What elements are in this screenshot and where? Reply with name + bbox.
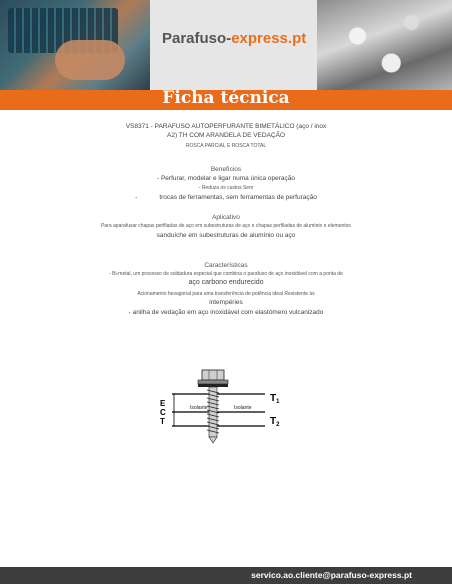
benefits-line1: - Perfurar, modelar e ligar numa única operação bbox=[156, 175, 296, 182]
characteristics-line2: aço carbono endurecido bbox=[188, 279, 264, 286]
label-isolante-right: Isolante bbox=[234, 405, 252, 411]
application-line1: Para aparafusar chapas perfiladas de aço em subestruturas de aço e chapas perfiladas de alumínio e elementos bbox=[101, 223, 351, 229]
seal-icon bbox=[198, 384, 228, 387]
drill-tip-icon bbox=[209, 437, 217, 443]
label-t2: $T_2$ bbox=[270, 416, 280, 428]
screw-head-icon bbox=[202, 370, 224, 380]
footer-email-link[interactable]: servico.ao.cliente@parafuso-express.pt bbox=[251, 570, 412, 580]
label-isolante-left: Isolante bbox=[190, 405, 208, 411]
workshop-photo bbox=[0, 0, 150, 90]
label-c: C bbox=[160, 408, 166, 417]
characteristics-line4: intempéries bbox=[209, 299, 243, 306]
benefits-line2: - Reduza os custos Sem bbox=[198, 185, 254, 191]
characteristics-line1: - Bi-metal, um processo de soldadura especial que combina o parafuso de aço inoxidável com a ponta de bbox=[109, 271, 343, 277]
hand-image bbox=[55, 40, 125, 80]
product-subtitle: ROSCA PARCIAL E ROSCA TOTAL bbox=[185, 143, 267, 149]
header-banner bbox=[0, 0, 452, 90]
application-line2: sanduíche em subestruturas de alumínio ou aço bbox=[156, 232, 296, 239]
characteristics-line3: Acionamento hexagonal para uma transferência de potência ideal Resistente às bbox=[137, 291, 315, 297]
label-t: T bbox=[160, 417, 165, 426]
logo bbox=[162, 30, 306, 47]
characteristics-line5: - anilha de vedação em aço inoxidável com elastómero vulcanizado bbox=[128, 309, 324, 316]
screws-photo bbox=[317, 0, 452, 90]
label-t1: $T_1$ bbox=[270, 393, 280, 405]
logo-part2: express.pt bbox=[231, 30, 307, 47]
product-title-line2: A2) TH COM ARANDELA DE VEDAÇÃO bbox=[167, 132, 285, 139]
benefits-heading: Benefícios bbox=[210, 166, 242, 173]
application-heading: Aplicativo bbox=[212, 214, 240, 221]
benefits-line3: - trocas de ferramentas, sem ferramentas de perfuração bbox=[135, 194, 317, 201]
page-title: Ficha técnica bbox=[162, 88, 290, 108]
product-title-line1: VS8371 - PARAFUSO AUTOPERFURANTE BIMETÁLICO (aço / inox bbox=[125, 123, 327, 130]
label-e: E bbox=[160, 399, 166, 408]
characteristics-heading: Características bbox=[204, 262, 248, 269]
washer-icon bbox=[198, 380, 228, 384]
footer bbox=[0, 567, 452, 584]
screw-diagram bbox=[150, 362, 300, 444]
logo-part1: Parafuso- bbox=[162, 30, 232, 47]
